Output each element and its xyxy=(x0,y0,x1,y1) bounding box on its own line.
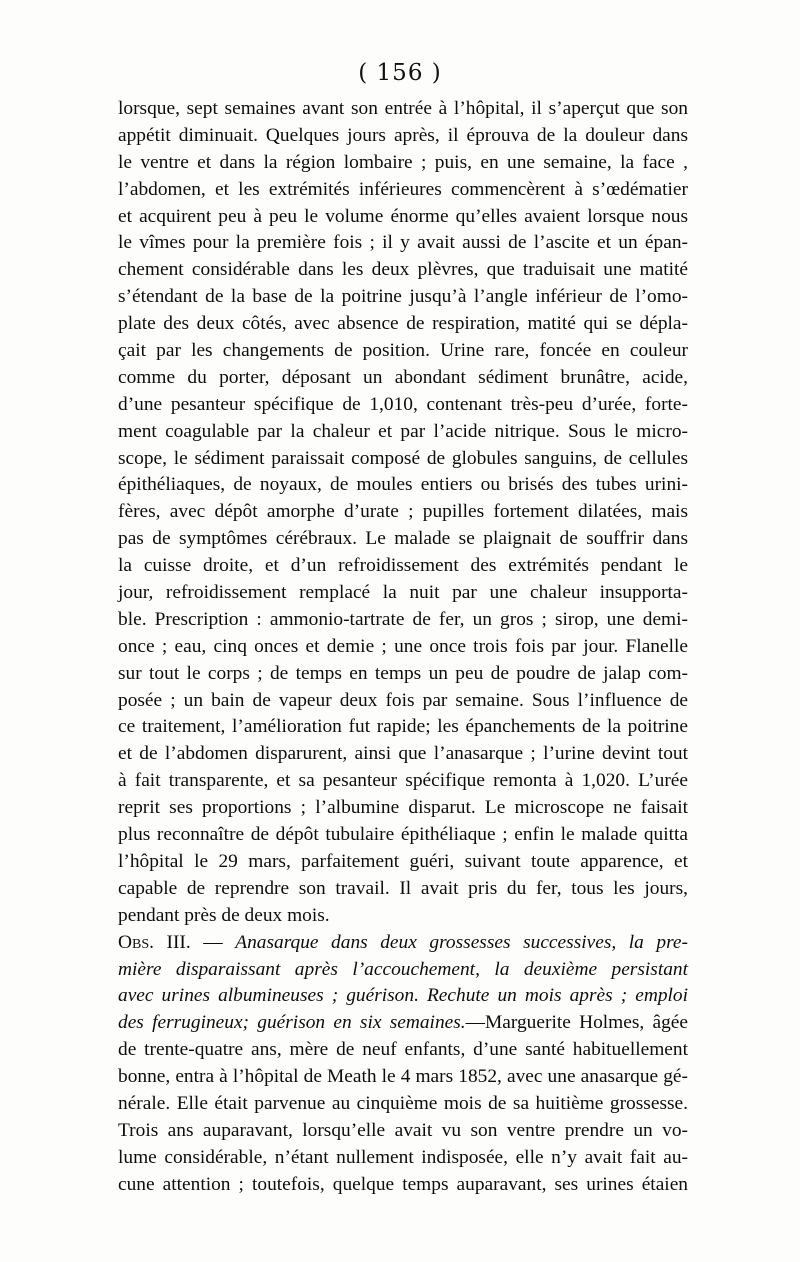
patient-intro: —Marguerite Holmes, âgée xyxy=(465,1012,688,1034)
observation-label: Obs. III. — xyxy=(118,931,223,953)
observation-title-line: avec urines albumineuses ; guérison. Rechute un mois après ; emploi xyxy=(118,985,688,1007)
text-line: fères, avec dépôt amorphe d’urate ; pupilles fortement dilatées, mais xyxy=(118,501,688,523)
text-line: l’hôpital le 29 mars, parfaitement guéri, suivant toute apparence, et xyxy=(118,850,688,872)
text-line: de trente-quatre ans, mère de neuf enfants, d’une santé habituellement xyxy=(118,1039,688,1061)
paragraph-observation-body xyxy=(118,1037,688,1198)
text-line: s’étendant de la base de la poitrine jusqu’à l’angle inférieur de l’omo- xyxy=(118,286,688,308)
text-line: plus reconnaître de dépôt tubulaire épithéliaque ; enfin le malade quitta xyxy=(118,824,688,846)
text-line: cune attention ; toutefois, quelque temps auparavant, ses urines étaien xyxy=(118,1173,688,1195)
text-line: ment coagulable par la chaleur et par l’acide nitrique. Sous le micro- xyxy=(118,420,688,442)
text-line: jour, refroidissement remplacé la nuit par une chaleur insupporta- xyxy=(118,582,688,604)
text-line: lume considérable, n’étant nullement indisposée, elle n’y avait fait au- xyxy=(118,1146,688,1168)
text-line: once ; eau, cinq onces et demie ; une once trois fois par jour. Flanelle xyxy=(118,635,688,657)
text-line: et de l’abdomen disparurent, ainsi que l’anasarque ; l’urine devint tout xyxy=(118,743,688,765)
paragraph-observation-3 xyxy=(118,930,688,1199)
text-line: bonne, entra à l’hôpital de Meath le 4 mars 1852, avec une anasarque gé- xyxy=(118,1066,688,1088)
text-line: la cuisse droite, et d’un refroidissement des extrémités pendant le xyxy=(118,555,688,577)
text-line: nérale. Elle était parvenue au cinquième mois de sa huitième grossesse. xyxy=(118,1092,688,1114)
text-line: et acquirent peu à peu le volume énorme qu’elles avaient lorsque nous xyxy=(118,205,688,227)
text-line: le ventre et dans la région lombaire ; puis, en une semaine, la face , xyxy=(118,151,688,173)
text-line: capable de reprendre son travail. Il avait pris du fer, tous les jours, xyxy=(118,877,688,899)
text-line: Trois ans auparavant, lorsqu’elle avait vu son ventre prendre un vo- xyxy=(118,1119,688,1141)
text-line: le vîmes pour la première fois ; il y avait aussi de l’ascite et un épan- xyxy=(118,232,688,254)
text-line: appétit diminuait. Quelques jours après, il éprouva de la douleur dans xyxy=(118,124,688,146)
text-line: à fait transparente, et sa pesanteur spécifique remonta à 1,020. L’urée xyxy=(118,770,688,792)
text-line xyxy=(118,1010,688,1037)
text-line xyxy=(118,930,688,957)
text-line: ce traitement, l’amélioration fut rapide; les épanchements de la poitrine xyxy=(118,716,688,738)
text-line: pas de symptômes cérébraux. Le malade se plaignait de souffrir dans xyxy=(118,528,688,550)
observation-title-end: des ferrugineux; guérison en six semaines. xyxy=(118,1012,466,1034)
observation-title: Anasarque dans deux grossesses successives, la pre- xyxy=(235,931,688,953)
text-line: d’une pesanteur spécifique de 1,010, contenant très-peu d’urée, forte- xyxy=(118,393,688,415)
observation-title-line: mière disparaissant après l’accouchement, la deuxième persistant xyxy=(118,958,688,980)
text-line: plate des deux côtés, avec absence de respiration, matité qui se dépla- xyxy=(118,313,688,335)
text-line: scope, le sédiment paraissait composé de globules sanguins, de cellules xyxy=(118,447,688,469)
text-line: chement considérable dans les deux plèvres, que traduisait une matité xyxy=(118,259,688,281)
text-line: comme du porter, déposant un abondant sédiment brunâtre, acide, xyxy=(118,366,688,388)
text-line: pendant près de deux mois. xyxy=(118,904,330,926)
text-line: lorsque, sept semaines avant son entrée à l’hôpital, il s’aperçut que son xyxy=(118,98,688,119)
body-text xyxy=(118,96,688,1199)
text-line: ble. Prescription : ammonio-tartrate de fer, un gros ; sirop, une demi- xyxy=(118,608,688,630)
text-line: l’abdomen, et les extrémités inférieures commencèrent à s’œdématier xyxy=(118,178,688,200)
text-line: épithéliaques, de noyaux, de moules entiers ou brisés des tubes urini- xyxy=(118,474,688,496)
text-line: posée ; un bain de vapeur deux fois par semaine. Sous l’influence de xyxy=(118,689,688,711)
text-line: çait par les changements de position. Urine rare, foncée en couleur xyxy=(118,340,688,362)
text-line: reprit ses proportions ; l’albumine disparut. Le microscope ne faisait xyxy=(118,797,688,819)
text-line: sur tout le corps ; de temps en temps un peu de poudre de jalap com- xyxy=(118,662,688,684)
paragraph-case-continuation xyxy=(118,96,688,930)
page-number: ( 156 ) xyxy=(358,60,442,86)
